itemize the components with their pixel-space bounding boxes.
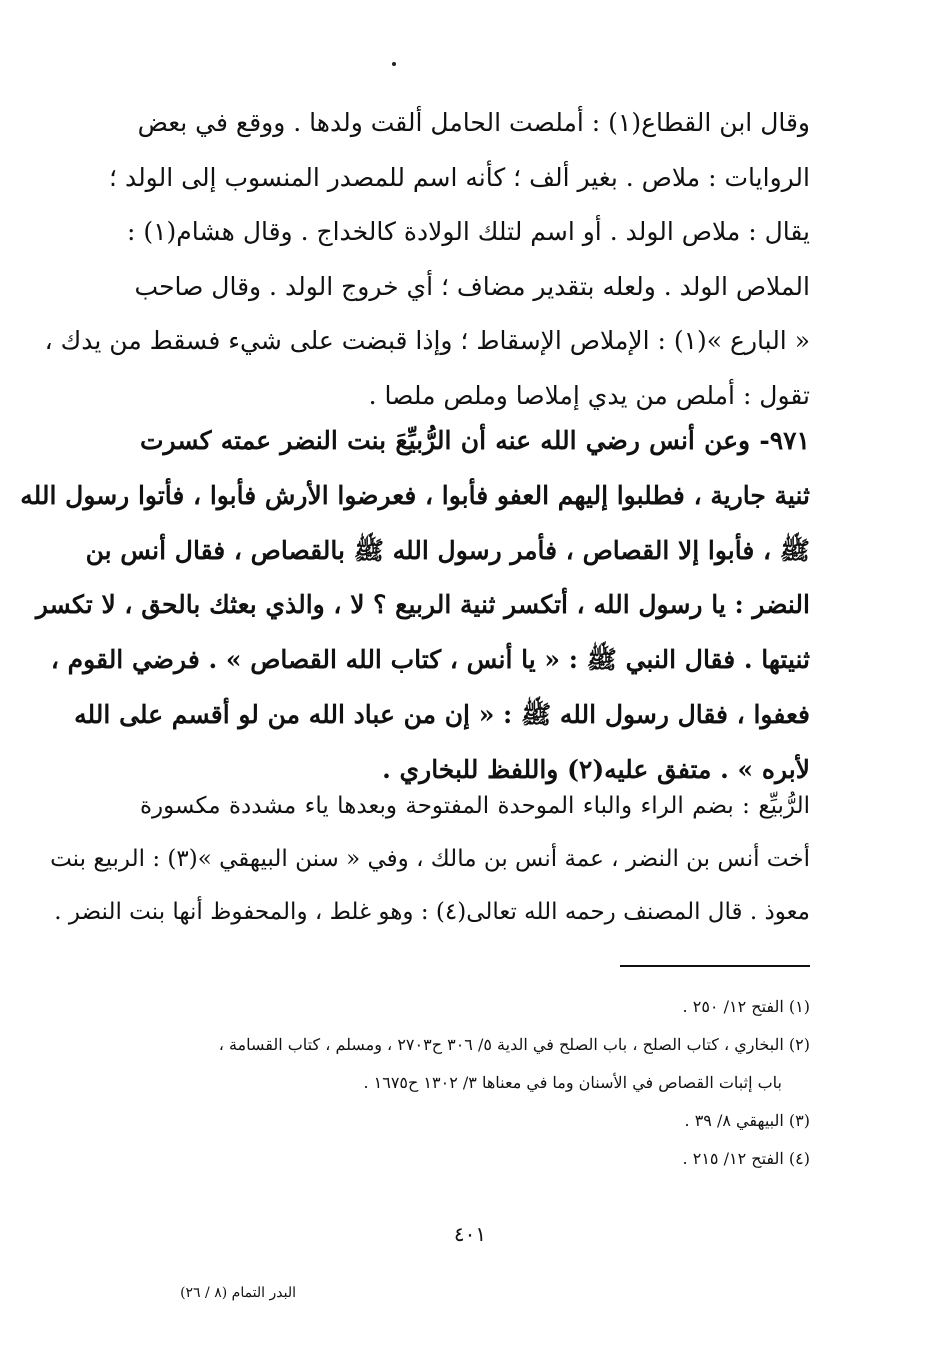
text-line: وقال ابن القطاع(١) : أملصت الحامل ألقت ولدها . ووقع في بعض xyxy=(137,108,810,137)
text-line: يقال : ملاص الولد . أو اسم لتلك الولادة كالخداج . وقال هشام(١) : xyxy=(126,217,810,246)
text-line: الملاص الولد . ولعله بتقدير مضاف ؛ أي خروج الولد . وقال صاحب xyxy=(134,271,810,301)
hadith-971 xyxy=(20,414,810,798)
text-line: ثنيتها . فقال النبي ﷺ : « يا أنس ، كتاب الله القصاص » . فرضي القوم ، xyxy=(50,645,810,675)
text-line: ثنية جارية ، فطلبوا إليهم العفو فأبوا ، فعرضوا الأرش فأبوا ، فأتوا رسول الله xyxy=(20,480,810,510)
footnote-2-continued: باب إثبات القصاص في الأسنان وما في معناها ٣/ ١٣٠٢ ح١٦٧٥ . xyxy=(363,1073,782,1092)
text-line: لأبره » . متفق عليه(٢) واللفظ للبخاري . xyxy=(382,754,810,784)
text-line: معوذ . قال المصنف رحمه الله تعالى(٤) : وهو غلط ، والمحفوظ أنها بنت النضر . xyxy=(54,899,810,925)
text-line: أخت أنس بن النضر ، عمة أنس بن مالك ، وفي « سنن البيهقي »(٣) : الربيع بنت xyxy=(50,846,810,872)
footnote-3: (٣) البيهقي ٨/ ٣٩ . xyxy=(684,1111,810,1130)
footnote-4: (٤) الفتح ١٢/ ٢١٥ . xyxy=(682,1149,810,1168)
text-line: « البارع »(١) : الإملاص الإسقاط ؛ وإذا قبضت على شيء فسقط من يدك ، xyxy=(44,326,810,355)
text-line: الرُّبيِّع : بضم الراء والباء الموحدة المفتوحة وبعدها ياء مشددة مكسورة xyxy=(140,793,810,819)
footnote-separator xyxy=(620,965,810,967)
text-line: تقول : أملص من يدي إملاصا وملص ملصا . xyxy=(368,380,810,410)
text-line: ﷺ ، فأبوا إلا القصاص ، فأمر رسول الله ﷺ بالقصاص ، فقال أنس بن xyxy=(85,535,810,565)
text-line: الروايات : ملاص . بغير ألف ؛ كأنه اسم للمصدر المنسوب إلى الولد ؛ xyxy=(109,162,810,192)
text-line: ٩٧١- وعن أنس رضي الله عنه أن الرُّبيِّعَ بنت النضر عمته كسرت xyxy=(140,426,810,455)
paragraph-commentary-1 xyxy=(44,96,810,423)
paragraph-commentary-2 xyxy=(50,780,810,939)
page-number: ٤٠١ xyxy=(453,1222,487,1246)
top-mark xyxy=(392,62,396,66)
footnotes xyxy=(140,988,810,1178)
footnote-2: (٢) البخاري ، كتاب الصلح ، باب الصلح في الدية ٥/ ٣٠٦ ح٢٧٠٣ ، ومسلم ، كتاب القسامة ، xyxy=(218,1035,810,1054)
footnote-1: (١) الفتح ١٢/ ٢٥٠ . xyxy=(682,997,810,1016)
footer-label: البدر التمام (٨ / ٢٦) xyxy=(180,1285,296,1301)
text-line: النضر : يا رسول الله ، أتكسر ثنية الربيع ؟ لا ، والذي بعثك بالحق ، لا تكسر xyxy=(35,590,810,620)
text-line: فعفوا ، فقال رسول الله ﷺ : « إن من عباد الله من لو أقسم على الله xyxy=(74,699,810,729)
